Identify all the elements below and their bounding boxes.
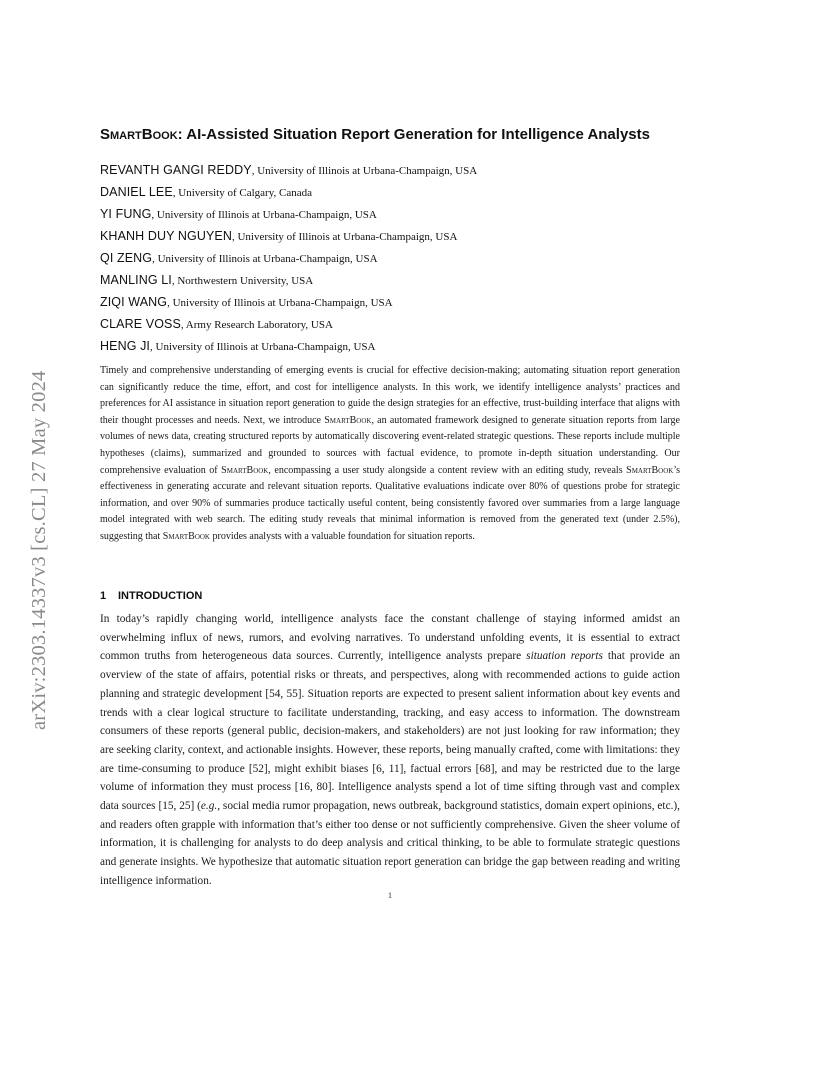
abstract-text: , an automated framework designed to generate situation reports from large volumes of news data, creating structured reports by automatically discovering event-related strategic questions. These reports include multiple hypotheses (claims), summarized and grounded to sources with factual evidence, to promote in-depth situation understanding. Our comprehensive evaluation of [100, 414, 680, 476]
body-italic: situation reports [526, 650, 603, 663]
title-rest: : AI-Assisted Situation Report Generation for Intelligence Analysts [177, 126, 650, 143]
arxiv-sidebar [26, 282, 52, 730]
abstract-brand: SmartBook [162, 530, 210, 542]
abstract-text: , encompassing a user study alongside a content review with an editing study, reveals [268, 464, 627, 476]
introduction-paragraph [100, 610, 680, 891]
author-affiliation: , University of Illinois at Urbana-Champaign, USA [231, 231, 458, 243]
abstract-brand: SmartBook [626, 464, 674, 476]
author-affiliation: , University of Illinois at Urbana-Champaign, USA [150, 341, 376, 353]
arxiv-identifier: arXiv:2303.14337v3 [cs.CL] 27 May 2024 [28, 370, 50, 730]
author-affiliation: , Army Research Laboratory, USA [180, 319, 333, 331]
author-affiliation: , University of Illinois at Urbana-Champaign, USA [251, 165, 478, 177]
author-name: MANLING LI [100, 273, 172, 287]
author-name: ZIQI WANG [100, 295, 168, 309]
title-brand: SmartBook [100, 126, 178, 143]
author-entry [100, 247, 720, 269]
section-number: 1 [100, 590, 107, 602]
section-title: INTRODUCTION [118, 590, 203, 602]
abstract-text: Timely and comprehensive understanding of emerging events is crucial for effective decision-making; automating situation report generation can significantly reduce the time, effort, and cost for intelligence analysts. In this work, we identify intelligence analysts’ practices and preferences for AI assistance in situation report generation to guide the design strategies for an effective, trust-building interface that aligns with their thought processes and needs. Next, we introduce [100, 365, 680, 426]
author-entry [100, 181, 720, 203]
section-heading [100, 588, 202, 604]
abstract-brand: SmartBook [324, 414, 372, 426]
author-affiliation: , University of Illinois at Urbana-Champaign, USA [167, 297, 393, 309]
author-entry [100, 313, 720, 335]
author-name: QI ZENG [100, 251, 153, 265]
paper-title [100, 124, 760, 146]
author-entry [100, 291, 720, 313]
author-entry [100, 335, 720, 357]
author-entry [100, 159, 720, 181]
abstract [100, 363, 680, 546]
abstract-text: provides analysts with a valuable foundation for situation reports. [209, 530, 475, 542]
abstract-text: ’s effectiveness in generating accurate and relevant situation reports. Qualitative evaluations indicate over 80% of questions probe for strategic information, and over 90% of summaries produce tactically useful content, being consistently favored over summaries from a large language model integrated with web search. The editing study reveals that minimal information is removed from the generated text (under 2.5%), suggesting that [100, 464, 681, 542]
author-entry [100, 225, 720, 247]
author-name: CLARE VOSS [100, 317, 181, 331]
author-name: HENG JI [100, 339, 151, 353]
author-affiliation: , University of Calgary, Canada [172, 187, 312, 199]
author-affiliation: , University of Illinois at Urbana-Champaign, USA [152, 253, 378, 265]
author-affiliation: , Northwestern University, USA [171, 275, 314, 287]
body-text: , social media rumor propagation, news outbreak, background statistics, domain expert opinions, etc.), and readers often grapple with information that’s either too dense or not sufficiently comprehensive. Given the sheer volume of information, it is challenging for analysts to do deep analysis and critical thinking, to be able to formulate strategic questions and generate insights. We hypothesize that automatic situation report generation can bridge the gap between reading and writing intelligence information. [100, 800, 680, 887]
author-list [100, 159, 720, 357]
author-name: REVANTH GANGI REDDY [100, 163, 252, 177]
author-name: YI FUNG [100, 207, 152, 221]
author-entry [100, 269, 720, 291]
author-entry [100, 203, 720, 225]
author-name: KHANH DUY NGUYEN [100, 229, 232, 243]
author-name: DANIEL LEE [100, 185, 173, 199]
body-italic: e.g. [200, 800, 218, 813]
page-number: 1 [387, 890, 393, 900]
author-affiliation: , University of Illinois at Urbana-Champaign, USA [151, 209, 377, 221]
body-text: that provide an overview of the state of affairs, potential risks or threats, and perspectives, along with recommended actions to guide action planning and strategic development [54, 55]. Situation reports are expected to present salient information about key events and trends with a clear logical structure to facilitate understanding, tracking, and easy access to information. The downstream consumers of these reports (general public, decision-makers, and stakeholders) are not just looking for raw information; they are seeking clarity, context, and actionable insights. However, these reports, being manually crafted, come with limitations: they are time-consuming to produce [52], might exhibit biases [6, 11], factual errors [68], and may be restricted due to the large volume of information they must process [16, 80]. Intelligence analysts spend a lot of time sifting through vast and complex data sources [15, 25] ( [100, 650, 680, 813]
abstract-brand: SmartBook [221, 464, 269, 476]
body-text: In today’s rapidly changing world, intelligence analysts face the constant challenge of staying informed amidst an overwhelming influx of news, rumors, and evolving narratives. To understand unfolding events, it is essential to extract common truths from heterogeneous data sources. Currently, intelligence analysts prepare [100, 613, 680, 663]
